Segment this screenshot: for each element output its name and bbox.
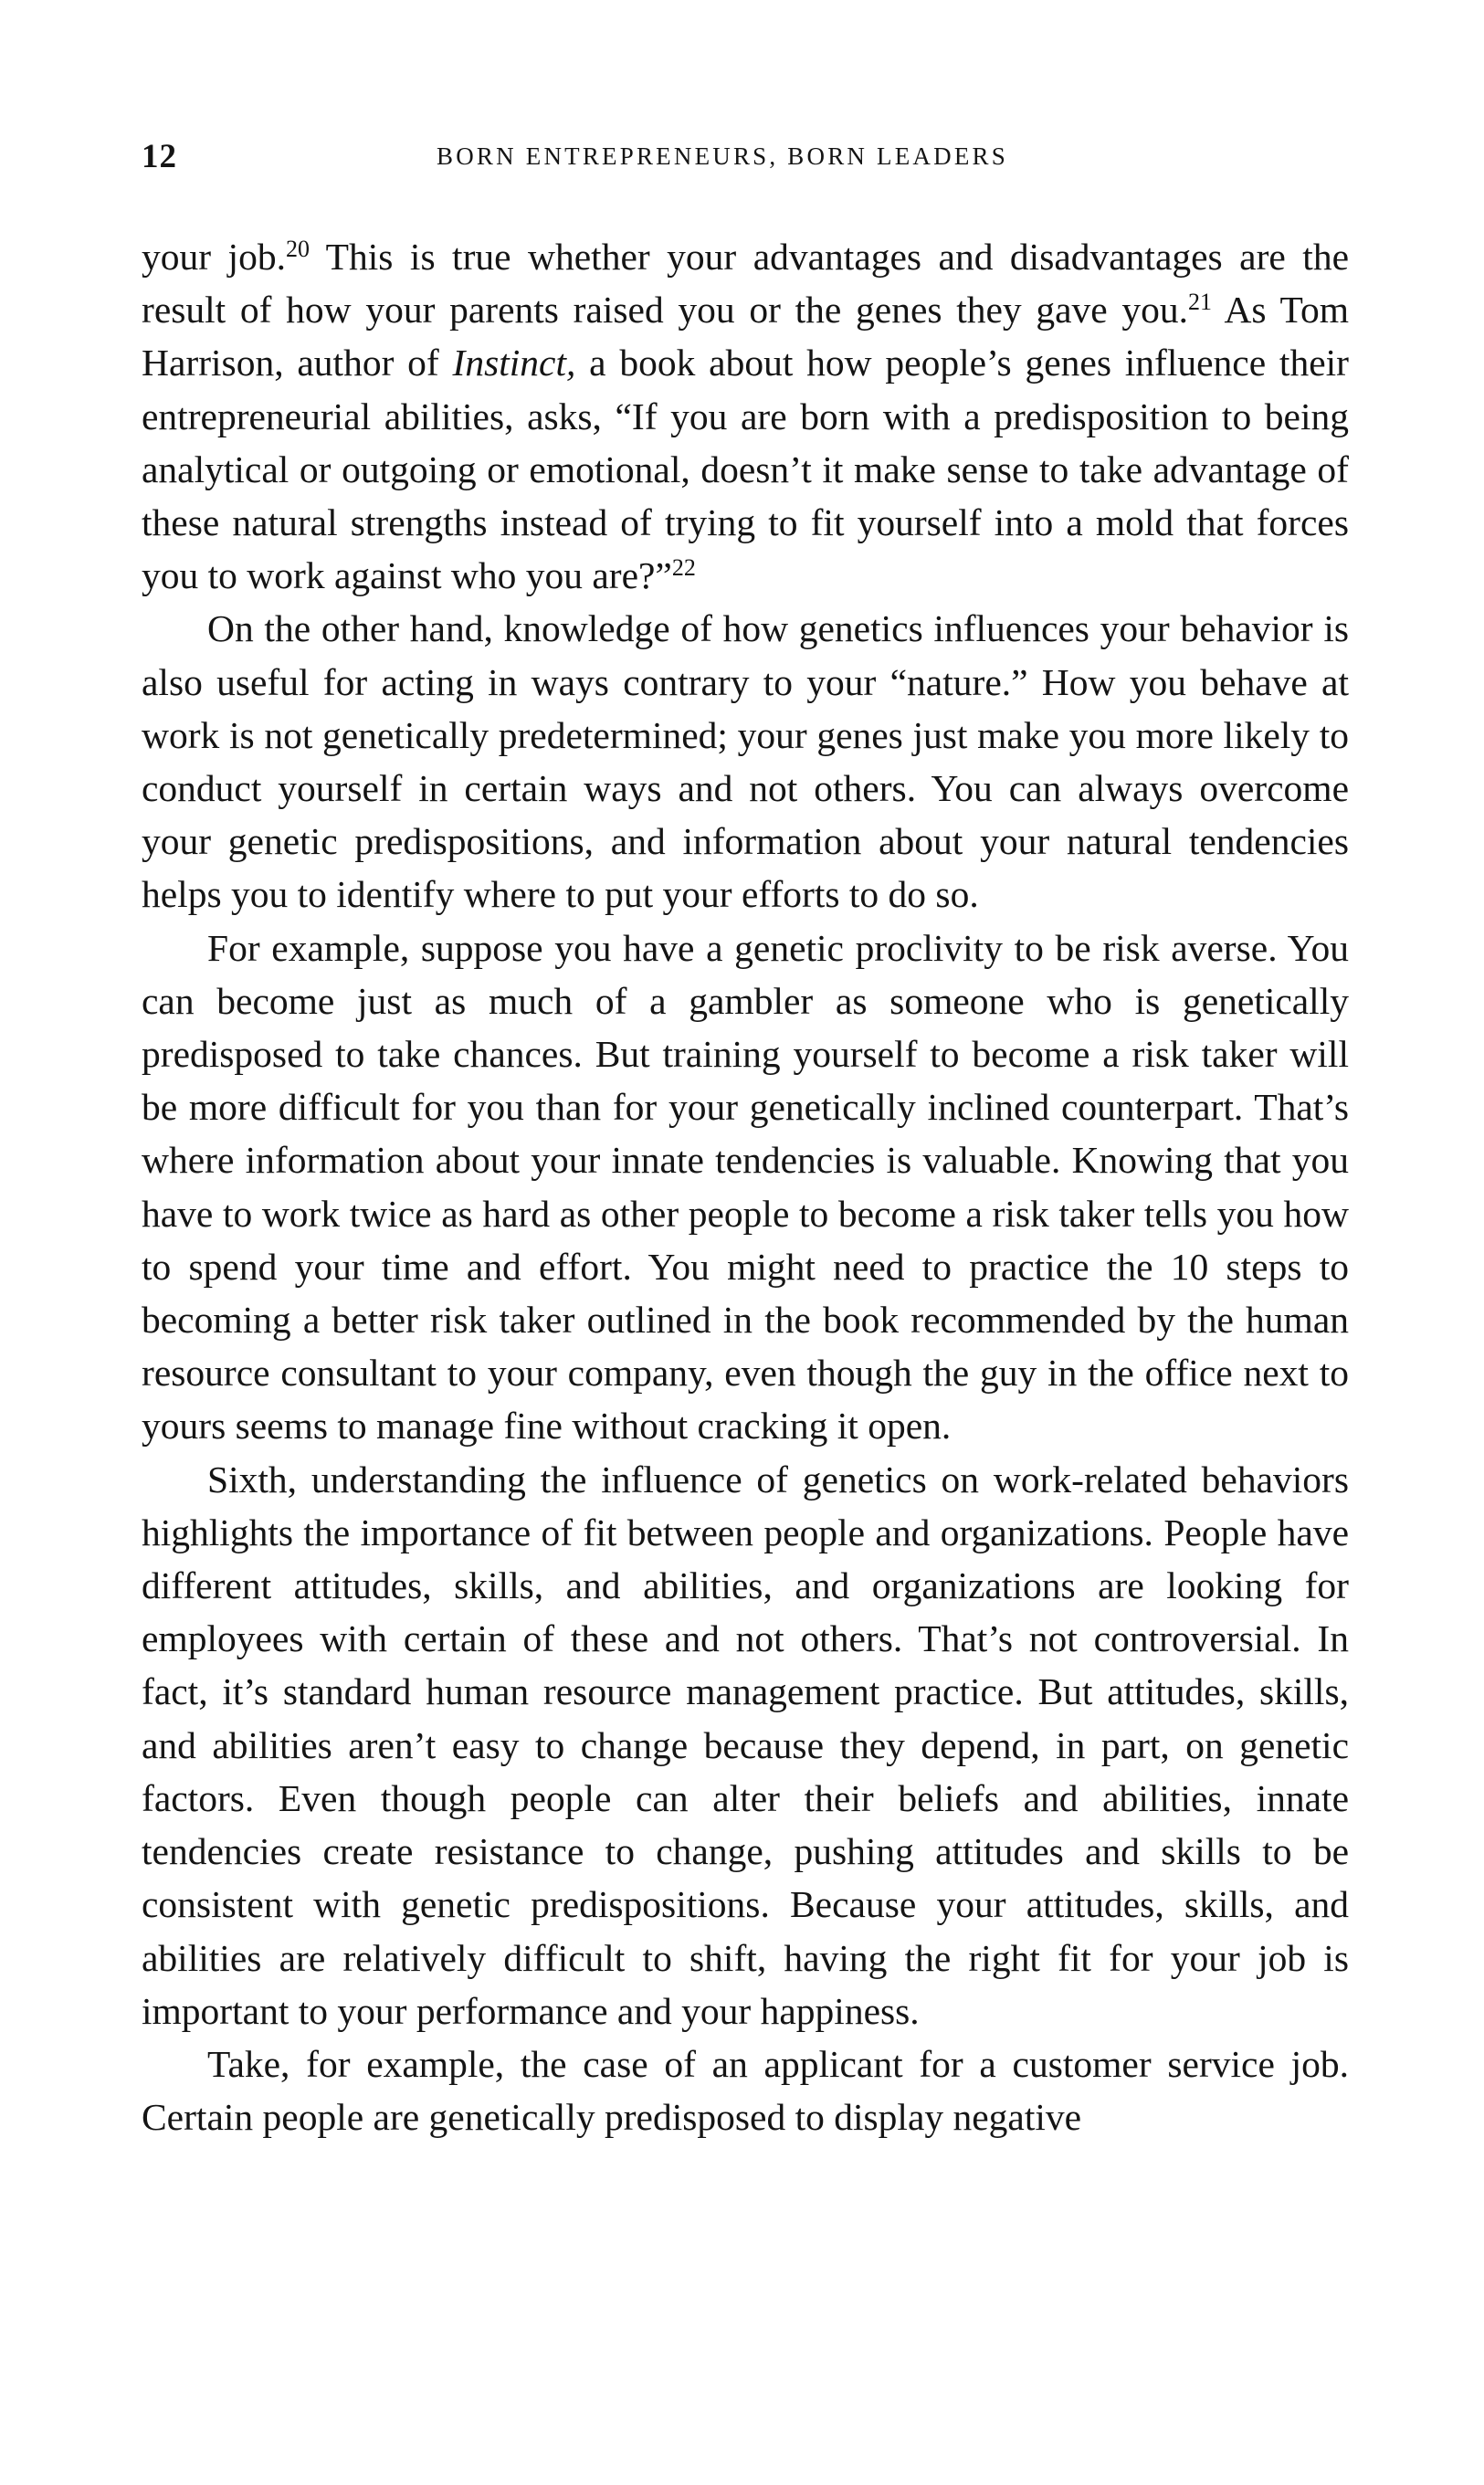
footnote-ref-20: 20: [285, 236, 310, 262]
paragraph: On the other hand, knowledge of how genetics influences your behavior is also useful for acting in ways contrary to your “nature.” How you behave at work is not genetically predetermined; your genes just make you more likely to conduct yourself in certain ways and not others. You can always overcome your genetic predispositions, and information about your natural tendencies helps you to identify where to put your efforts to do so.: [142, 607, 1349, 916]
page-number: 12: [142, 138, 177, 175]
footnote-ref-22: 22: [671, 554, 696, 582]
book-title-instinct: Instinct,: [452, 342, 576, 384]
text-segment: This is true whether your advantages and disadvantages are the result of how your parents raised you or the genes they gave you.: [142, 236, 1349, 332]
text-segment: your job.: [142, 236, 286, 278]
paragraph: Sixth, understanding the influence of genetics on work-related behaviors highlights the importance of fit between people and organizations. People have different attitudes, skills, and abilities, and organizations are looking for employees with certain of these and not others. That’s not controversial. In fact, it’s standard human resource management practice. But attitudes, skills, and abilities aren’t easy to change because they depend, in part, on genetic factors. Even though people can alter their beliefs and abilities, innate tendencies create resistance to change, pushing attitudes and skills to be consistent with genetic predispositions. Because your attitudes, skills, and abilities are relatively difficult to shift, having the right fit for your job is important to your performance and your happiness.: [142, 1458, 1349, 2032]
running-title: BORN ENTREPRENEURS, BORN LEADERS: [437, 142, 1008, 170]
text-segment: a book about how people’s genes influence their entrepreneurial abilities, asks, “If you are born with a predisposition to being analytical or outgoing or emotional, doesn’t it make sense to take advantage of these natural strengths instead of trying to fit yourself into a mold that forces you to work against who you are?”: [142, 342, 1349, 597]
footnote-ref-21: 21: [1188, 289, 1213, 316]
paragraph-continued: [142, 230, 1349, 602]
paragraph: For example, suppose you have a genetic proclivity to be risk averse. You can become just as much of a gambler as someone who is genetically predisposed to take chances. But training yourself to become a risk taker will be more difficult for you than for your genetically inclined counterpart. That’s where information about your innate tendencies is valuable. Knowing that you have to work twice as hard as other people to become a risk taker tells you how to spend your time and effort. You might need to practice the 10 steps to becoming a better risk taker outlined in the book recommended by the human resource consultant to your company, even though the guy in the office next to yours seems to manage fine without cracking it open.: [142, 926, 1349, 1448]
paragraph: Take, for example, the case of an applicant for a customer service job. Certain people are genetically predisposed to display negative: [142, 2042, 1349, 2139]
text-segment: As Tom Harrison, author of: [142, 289, 1349, 384]
body-text: [142, 230, 1349, 2143]
running-head: [142, 137, 1347, 174]
